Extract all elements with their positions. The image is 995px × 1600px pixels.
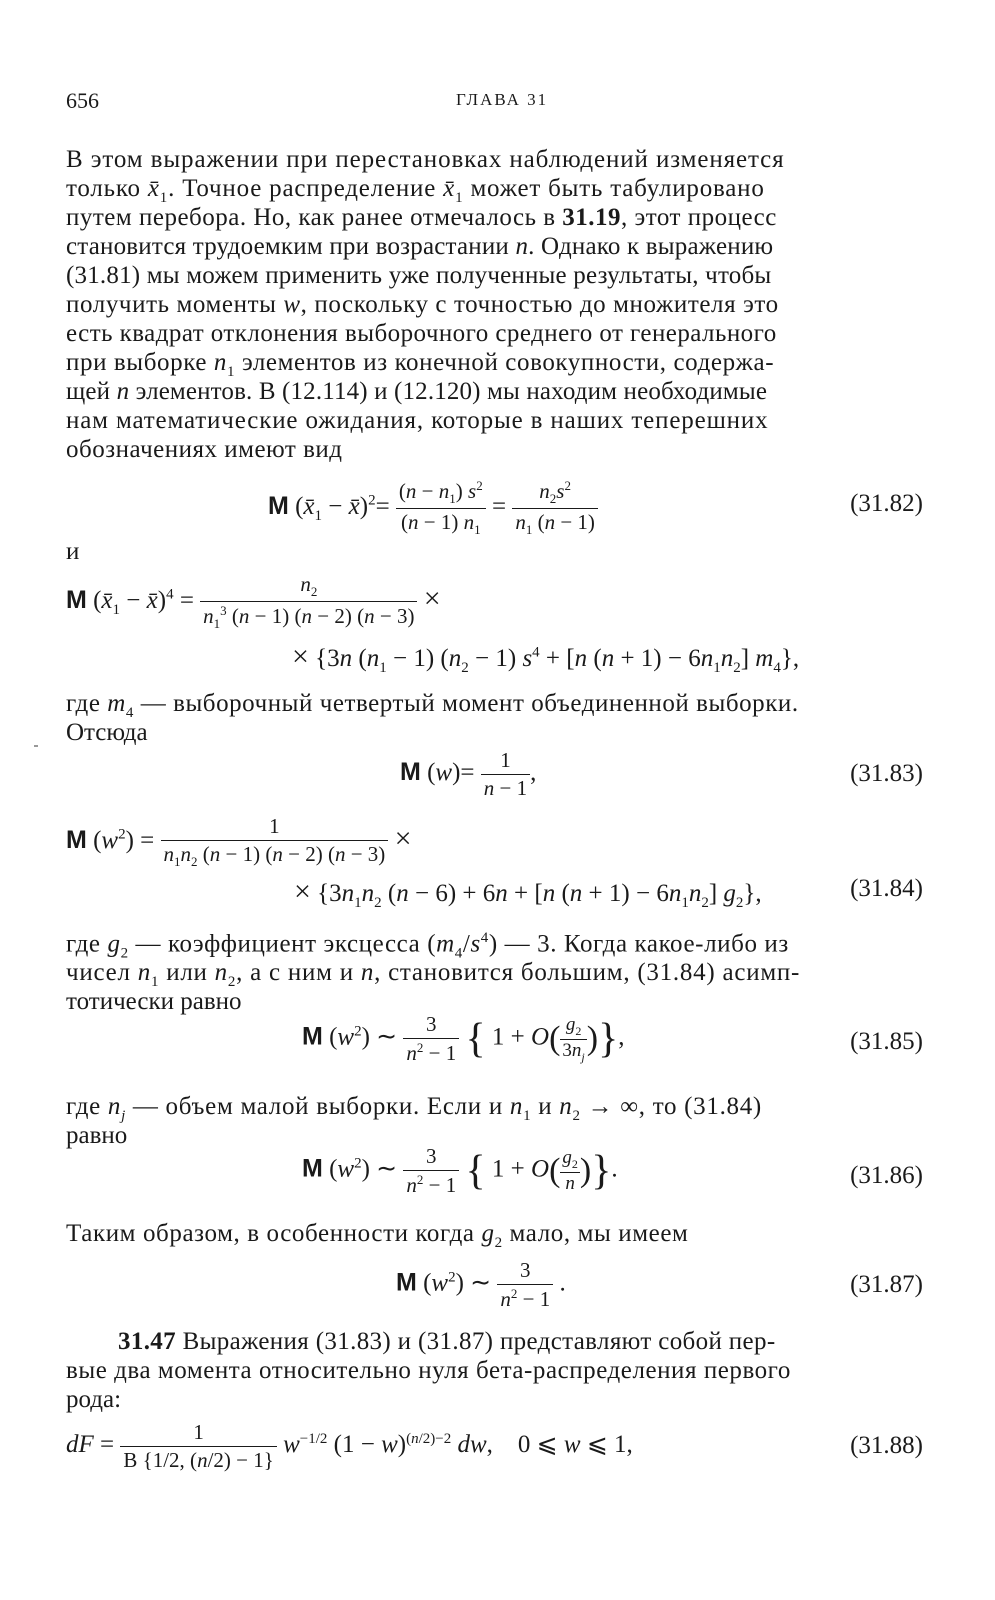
running-header xyxy=(66,88,946,118)
equation-number: (31.85) xyxy=(850,1028,923,1055)
equation-31-84-cont: × {$3n_1n_2$ (n − 6) + 6n + [n $(n + 1) - 6n_1n_2$] $g_2$}, xyxy=(294,875,762,911)
paragraph-5: Таким образом, в особенности когда $g_2$ мало, мы имеем xyxy=(66,1220,689,1251)
section-number: 31.47 xyxy=(118,1328,176,1355)
page-number: 656 xyxy=(66,88,99,113)
equation-number: (31.87) xyxy=(850,1271,923,1298)
equation-number: (31.84) xyxy=(850,875,923,902)
document-page: 656 ГЛАВА 31 В этом выражении при перестановках наблюдений изменяется только $x̄_1$. Точное распределение $x̄_1$ может быть табулировано путем перебора. Но, как ранее отмечалось в 31.19, этот процесс становится трудоемким при возрастании n. Однако к выражению (31.81) мы можем применить уже полученные результаты, чтобы получить моменты w, поскольку с точностью до множителя это есть квадрат отклонения выборочного среднего от генерального при выборке $n_1$ элементов из конечной совокупности, содержа- щей n элементов. В (12.114) и (12.120) мы находим необходимые нам математические ожидания, которые в наших теперешних обозначениях имеют вид M ($x̄_1$ − x̄)$^2$= $\frac{(n - n_1) s^2}{(n - 1) n_1}$ = $\frac{n_2s^2}{n_1 (n - 1)}$ (31.82) и M ($x̄_1$ − x̄)$^4$ = $\frac{n_2}{n_1^3 (n - 1) (n - 2) (n - 3)}$ × × {3n $(n_1 - 1) (n_2 - 1) s^4 + [n$ $(n + 1) - 6n_1n_2$] $m_4$}, где $m_4$ — выборочный четвертый момент объединенной выборки. Отсюда M (w)= $\frac{1}{n - 1}$ , (31.83) M $(w^2)$ = $\frac{1}{n_1n_2 (n - 1) (n - 2) (n - 3)}$ × × {$3n_1n_2$ (n − 6) + 6n + [n $(n + 1) - 6n_1n_2$] $g_2$}, (31.84) где $g_2$ — коэффициент эксцесса $(m_4/s^4)$ — 3. Когда какое-либо из чисел $n_1$ или $n_2$, а с ним и n, становится большим, (31.84) асимп- тотически равно M $(w^2)$ ∼ $\frac{3}{n^2 - 1}$ { 1 + O( $\frac{g_2}{3n_j}$ )}, (31.85) где $n_j$ — объем малой выборки. Если и $n_1$ и $n_2$ → ∞, то (31.84) равно M $(w^2)$ ∼ $\frac{3}{n^2 - 1}$ { 1 + O( $\frac{g_2}{n}$ )}. (31.86) Таким образом, в особенности когда $g_2$ мало, мы имеем M $(w^2)$ ∼ $\frac{3}{n^2 - 1}$ . (31.87) 31.47 Выражения (31.83) и (31.87) представляют собой пер- вые два момента относительно нуля бета-распределения первого рода: dF = $\frac{1}{B \{1/2, (n/2) - 1\}}$ $w^{-1/2}$ $(1 - w)^{(n/2)-2}$ dw, 0 ⩽ w ⩽ 1, (31.88) xyxy=(0,0,995,1600)
equation-31-82: M ($x̄_1$ − x̄)$^2$= $\frac{(n - n_1) s^2}{(n - 1) n_1}$ = $\frac{n_2s^2}{n_1 (n - 1)}$ xyxy=(268,478,598,538)
equation-31-88: dF = $\frac{1}{B \{1/2, (n/2) - 1\}}$ $w^{-1/2}$ $(1 - w)^{(n/2)-2}$ dw, 0 ⩽ w ⩽ 1, xyxy=(66,1420,633,1472)
equation-fourth-moment: M ($x̄_1$ − x̄)$^4$ = $\frac{n_2}{n_1^3 (n - 1) (n - 2) (n - 3)}$ × xyxy=(66,572,441,632)
equation-31-86: M $(w^2)$ ∼ $\frac{3}{n^2 - 1}$ { 1 + O( $\frac{g_2}{n}$ )}. xyxy=(302,1144,618,1197)
equation-fourth-moment-cont: × {3n $(n_1 - 1) (n_2 - 1) s^4 + [n$ $(n + 1) - 6n_1n_2$] $m_4$}, xyxy=(292,640,800,676)
equation-number: (31.88) xyxy=(850,1432,923,1459)
equation-number: (31.82) xyxy=(850,490,923,517)
conjunction-text: и xyxy=(66,538,80,565)
equation-number: (31.83) xyxy=(850,760,923,787)
equation-31-87: M $(w^2)$ ∼ $\frac{3}{n^2 - 1}$ . xyxy=(396,1258,566,1311)
equation-number: (31.86) xyxy=(850,1162,923,1189)
margin-mark xyxy=(34,745,38,747)
equation-31-83: M (w)= $\frac{1}{n - 1}$ , xyxy=(400,748,537,800)
chapter-title: ГЛАВА 31 xyxy=(456,90,549,109)
equation-31-85: M $(w^2)$ ∼ $\frac{3}{n^2 - 1}$ { 1 + O( $\frac{g_2}{3n_j}$ )}, xyxy=(302,1012,625,1065)
equation-31-84: M $(w^2)$ = $\frac{1}{n_1n_2 (n - 1) (n - 2) (n - 3)}$ × xyxy=(66,814,412,870)
